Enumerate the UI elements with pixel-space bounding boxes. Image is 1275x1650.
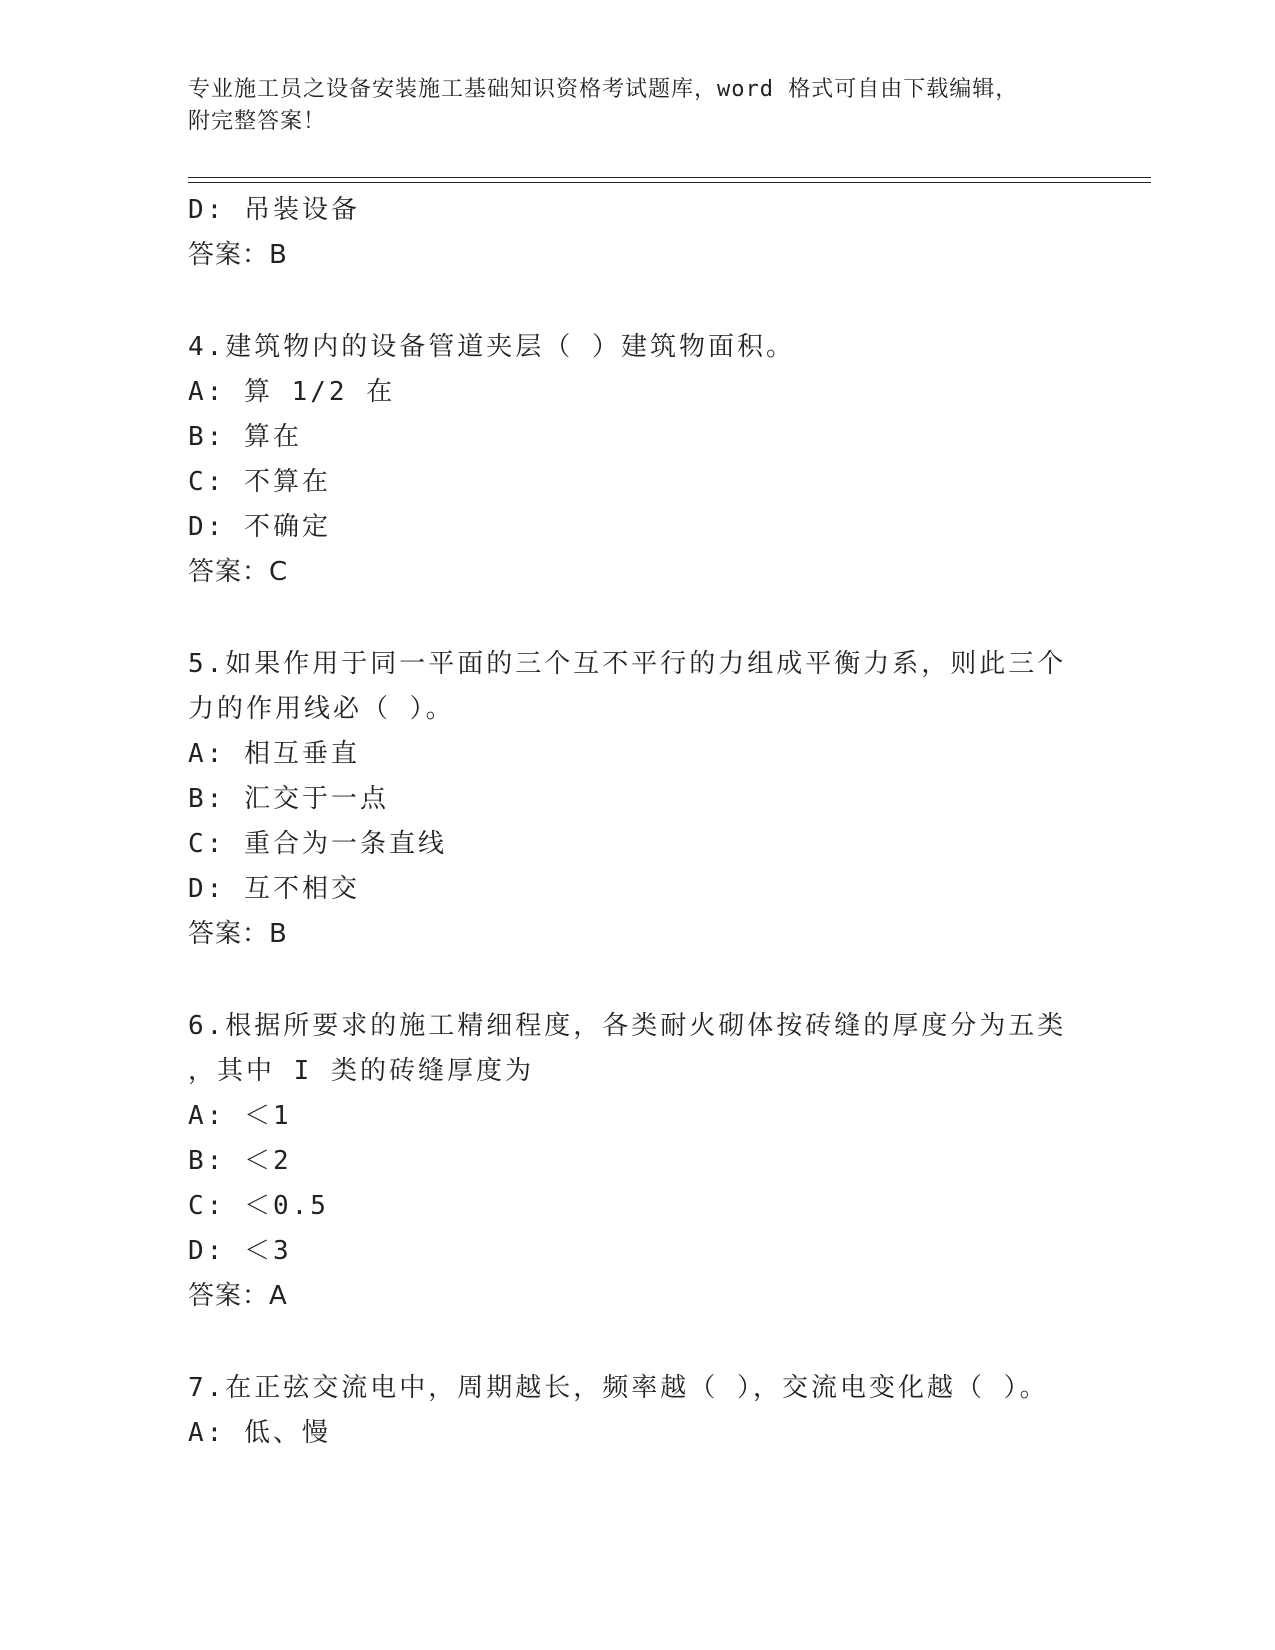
option-a: A: ＜1 <box>188 1101 292 1131</box>
option-a: A: 相互垂直 <box>188 739 360 769</box>
header-line-2: 附完整答案！ <box>188 109 327 134</box>
option-b: B: 算在 <box>188 422 302 452</box>
answer: 答案：B <box>188 919 288 949</box>
option-c: C: ＜0.5 <box>188 1191 329 1221</box>
option-d: D: 不确定 <box>188 512 331 542</box>
question-5 <box>188 642 1068 957</box>
option-c: C: 不算在 <box>188 467 331 497</box>
question-stem-line-2: 力的作用线必（ ）。 <box>188 694 455 724</box>
question-6 <box>188 1004 1068 1319</box>
previous-question-tail <box>188 188 1068 278</box>
question-stem-line-2: ，其中 I 类的砖缝厚度为 <box>188 1056 534 1086</box>
option-d: D: 互不相交 <box>188 874 360 904</box>
option-c: C: 重合为一条直线 <box>188 829 447 859</box>
header-divider <box>188 177 1151 183</box>
option-d: D: 吊装设备 <box>188 195 360 225</box>
option-b: B: 汇交于一点 <box>188 784 389 814</box>
option-d: D: ＜3 <box>188 1236 292 1266</box>
option-a: A: 算 1/2 在 <box>188 377 396 407</box>
option-b: B: ＜2 <box>188 1146 292 1176</box>
document-header <box>188 74 1068 138</box>
answer: 答案：B <box>188 240 288 270</box>
question-stem: 7.在正弦交流电中，周期越长，频率越（ ），交流电变化越（ ）。 <box>188 1373 1049 1403</box>
answer: 答案：C <box>188 557 289 587</box>
option-a: A: 低、慢 <box>188 1418 331 1448</box>
question-4 <box>188 325 1068 595</box>
answer: 答案：A <box>188 1281 288 1311</box>
header-line-1: 专业施工员之设备安装施工基础知识资格考试题库，word 格式可自由下载编辑， <box>188 77 1019 102</box>
question-7 <box>188 1366 1068 1456</box>
question-stem: 4.建筑物内的设备管道夹层（ ）建筑物面积。 <box>188 332 795 362</box>
question-list <box>188 188 1068 1456</box>
question-stem-line-1: 6.根据所要求的施工精细程度，各类耐火砌体按砖缝的厚度分为五类 <box>188 1011 1067 1041</box>
question-stem-line-1: 5.如果作用于同一平面的三个互不平行的力组成平衡力系，则此三个 <box>188 649 1067 679</box>
